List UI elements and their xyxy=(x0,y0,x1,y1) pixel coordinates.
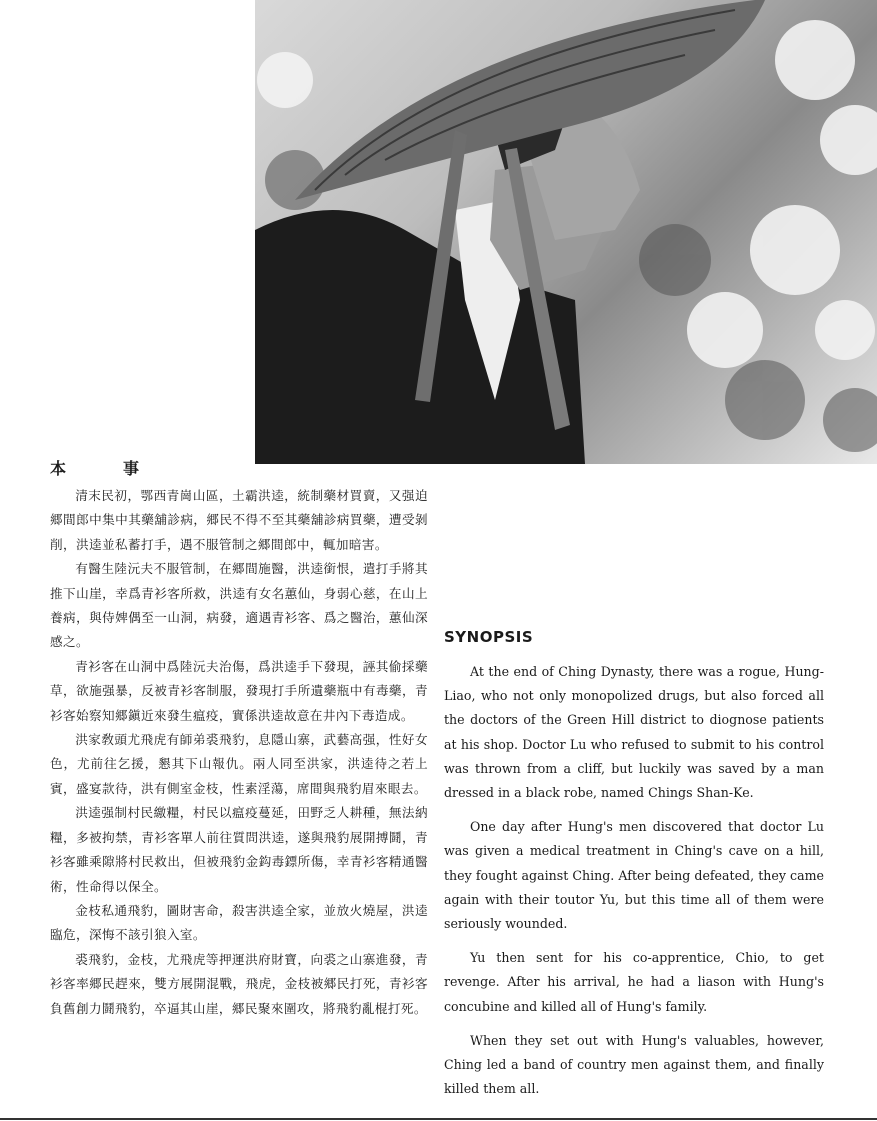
english-paragraph: When they set out with Hung's valuables, however, Ching led a band of country men against them, and finally killed them all. xyxy=(444,1032,824,1097)
synopsis-heading: SYNOPSIS xyxy=(444,628,534,646)
english-paragraph: Yu then sent for his co-apprentice, Chio, to get revenge. After his arrival, he had a liason with Hung's concubine and killed all of Hung's family. xyxy=(444,950,824,1014)
english-paragraph: At the end of Ching Dynasty, there was a rogue, Hung-Liao, who not only monopolized drugs, but also forced all the doctors of the Green Hill district to diognose patients at his shop. Doctor Lu who refused to submit to his control was thrown from a cliff, but luckily was saved by a man dressed in a black robe, named Chings Shan-Ke. xyxy=(444,664,824,801)
chinese-title xyxy=(50,456,141,479)
chinese-paragraph: 洪逵强制村民繳糧，村民以瘟疫蔓延，田野乏人耕種，無法納糧，多被拘禁，青衫客單人前往質問洪逵，遂與飛豹展開搏鬪，青衫客雖乘隙將村民救出，但被飛豹金鈎毒鏢所傷，幸青衫客精通醫術，性命得以保全。 xyxy=(50,805,428,894)
chinese-title-left: 本 xyxy=(50,459,69,478)
chinese-paragraph: 裘飛豹，金枝，尤飛虎等押運洪府財寶，向裘之山寨進發，青衫客率郷民趕來，雙方展開混戰，飛虎，金枝被郷民打死，青衫客負舊創力鬪飛豹，卒逼其山崖，郷民聚來圍攻，將飛豹亂棍打死。 xyxy=(50,951,428,1016)
chinese-paragraph: 金枝私通飛豹，圖財害命，殺害洪逵全家，並放火燒屋，洪逵臨危，深悔不該引狼入室。 xyxy=(50,902,428,943)
still-photo-man-in-straw-hat xyxy=(255,0,877,464)
chinese-synopsis xyxy=(50,484,428,1021)
chinese-paragraph: 清末民初，鄂西青崗山區，土霸洪逵，統制藥材買賣，又强迫郷間郎中集中其藥舖診病，郷民不得不至其藥舖診病買藥，遭受剝削，洪逵並私蓄打手，遇不服管制之郷間郎中，輒加暗害。 xyxy=(50,488,428,552)
chinese-paragraph: 洪家敎頭尤飛虎有師弟裘飛豹，息隱山寨，武藝高强，性好女色，尤前往乞援，懇其下山報仇。兩人同至洪家，洪逵待之若上賓，盛宴款待，洪有側室金枝，性素淫蕩，席間與飛豹眉來眼去。 xyxy=(50,732,428,796)
bottom-rule xyxy=(0,1118,877,1120)
chinese-title-right: 事 xyxy=(123,459,142,478)
english-synopsis xyxy=(444,660,824,1111)
photo-illustration xyxy=(255,0,877,464)
chinese-paragraph: 有醫生陸沅夫不服管制，在郷間施醫，洪逵銜恨，遣打手將其推下山崖，幸爲青衫客所救，洪逵有女名蕙仙，身弱心慈，在山上養病，與侍婢偶至一山洞，病發，適遇青衫客、爲之醫治，蕙仙深感之。 xyxy=(50,561,428,650)
english-paragraph: One day after Hung's men discovered that doctor Lu was given a medical treatment in Ching's cave on a hill, they fought against Ching. After being defeated, they came again with their toutor Yu, but this time all of them were seriously wounded. xyxy=(444,819,824,932)
chinese-paragraph: 青衫客在山洞中爲陸沅夫治傷，爲洪逵手下發現，誣其偷採藥草，欲施强暴，反被青衫客制服，發現打手所遺藥瓶中有毒藥，青衫客始察知郷鎭近來發生瘟疫，實係洪逵故意在井內下毒造成。 xyxy=(50,658,428,723)
